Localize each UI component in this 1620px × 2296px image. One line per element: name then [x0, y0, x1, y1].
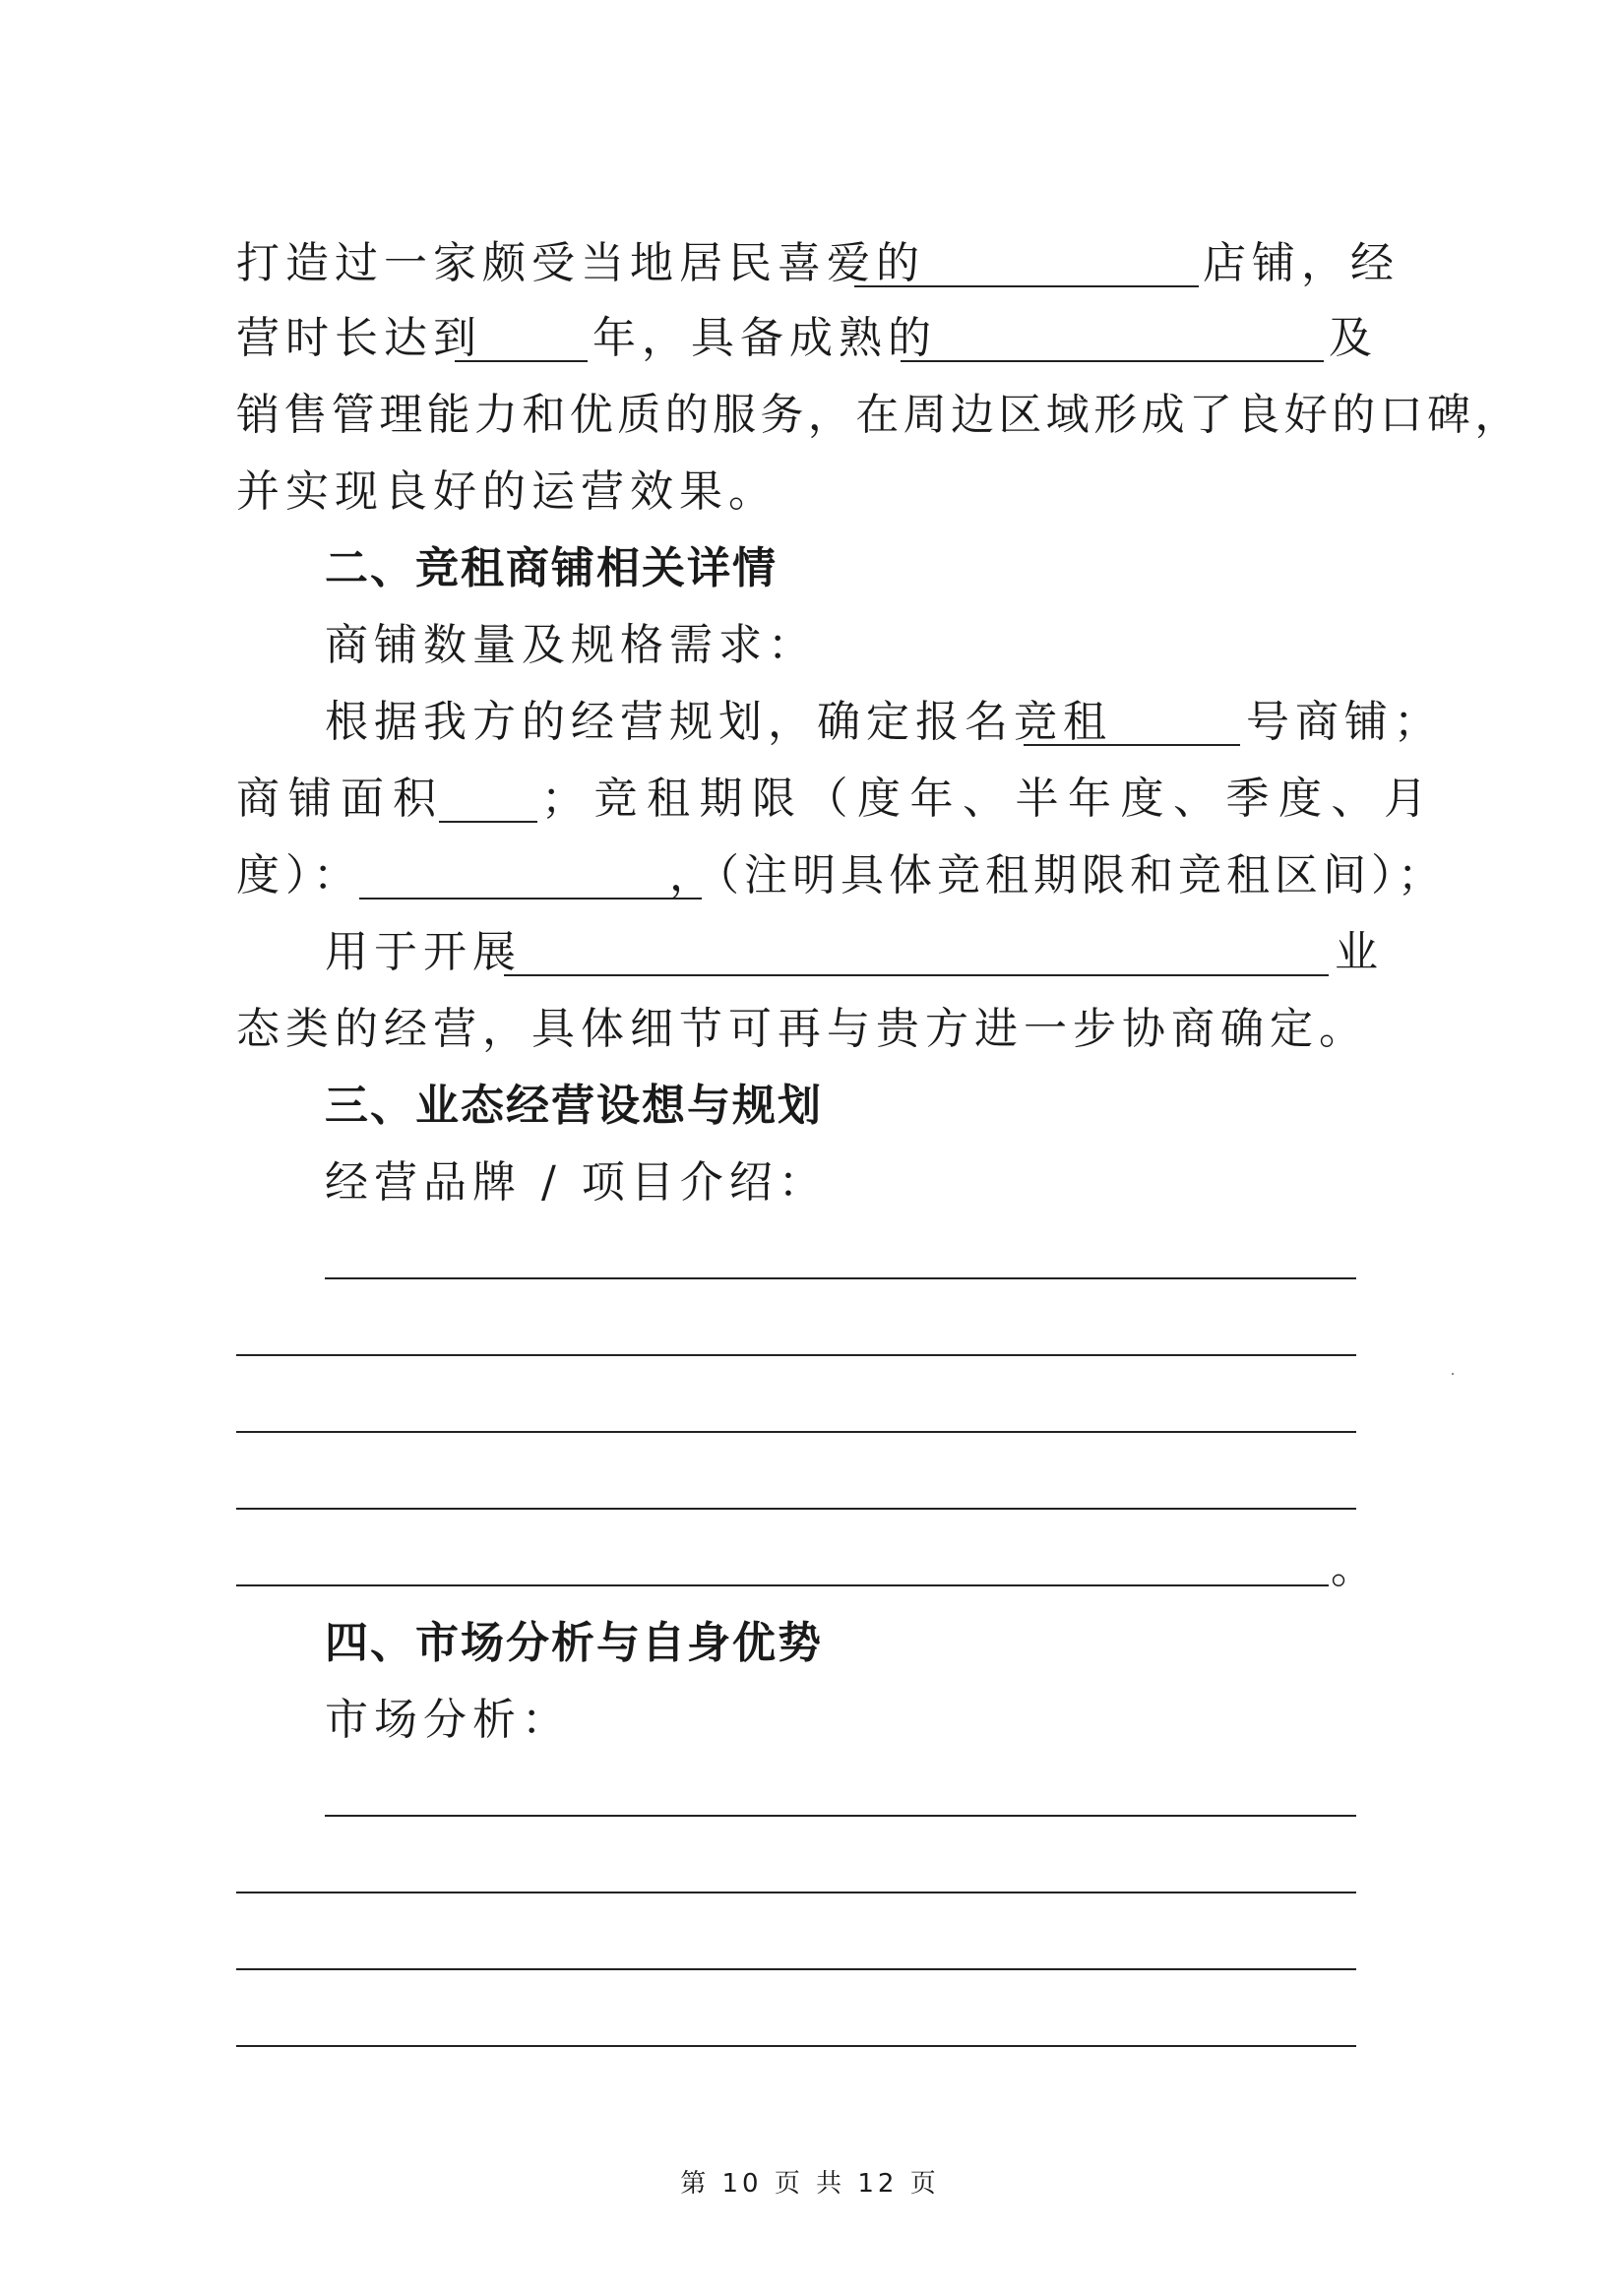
section3-heading: 三、业态经营设想与规划	[325, 1081, 823, 1131]
p1-line2-start: 营时长达到	[236, 313, 482, 363]
shop-area-blank[interactable]	[439, 821, 537, 823]
s2-line3-start: 度）：	[236, 850, 362, 900]
scan-speck	[1452, 1373, 1454, 1375]
section4-heading: 四、市场分析与自身优势	[325, 1618, 823, 1668]
s2-line4-end: 业	[1335, 927, 1384, 977]
s2-line1-end: 号商铺；	[1246, 697, 1443, 747]
s2-line3-end: ，（注明具体竞租期限和竞租区间）；	[669, 850, 1446, 900]
years-blank[interactable]	[455, 360, 588, 362]
shop-type-blank[interactable]	[854, 285, 1199, 287]
s2-line2-end: ；竞租期限（度年、半年度、季度、月	[541, 774, 1437, 824]
market-analysis-line-1[interactable]	[325, 1815, 1356, 1817]
brand-intro-line-3[interactable]	[236, 1431, 1356, 1433]
brand-intro-line-5[interactable]	[236, 1584, 1329, 1586]
p1-line1-start: 打造过一家颇受当地居民喜爱的	[236, 238, 925, 288]
section4-subheading: 市场分析：	[325, 1695, 571, 1745]
p1-line2-end: 及	[1329, 313, 1378, 363]
business-type-blank[interactable]	[504, 974, 1329, 976]
capability-blank[interactable]	[901, 360, 1324, 362]
brand-intro-line-2[interactable]	[236, 1354, 1356, 1356]
s2-line5: 态类的经营，具体细节可再与贵方进一步协商确定。	[236, 1004, 1368, 1054]
market-analysis-line-3[interactable]	[236, 1968, 1356, 1970]
brand-intro-line-4[interactable]	[236, 1508, 1356, 1510]
lease-term-blank[interactable]	[359, 898, 702, 900]
section3-end-mark: 。	[1331, 1543, 1380, 1593]
page-number: 第 10 页 共 12 页	[680, 2169, 940, 2199]
section2-heading: 二、竞租商铺相关详情	[325, 543, 778, 593]
s2-line4-start: 用于开展	[325, 927, 522, 977]
s2-line1-start: 根据我方的经营规划，确定报名竞租	[325, 697, 1112, 747]
market-analysis-line-2[interactable]	[236, 1892, 1356, 1893]
p1-line4: 并实现良好的运营效果。	[236, 466, 778, 517]
brand-intro-line-1[interactable]	[325, 1277, 1356, 1279]
p1-line1-end: 店铺，经	[1203, 238, 1400, 288]
section3-subheading: 经营品牌 / 项目介绍：	[325, 1157, 828, 1208]
section2-subheading: 商铺数量及规格需求：	[325, 620, 817, 670]
p1-line3: 销售管理能力和优质的服务，在周边区域形成了良好的口碑，	[236, 390, 1523, 440]
shop-number-blank[interactable]	[1024, 744, 1240, 746]
s2-line2-start: 商铺面积	[236, 774, 445, 824]
p1-line2-mid: 年，具备成熟的	[592, 313, 937, 363]
market-analysis-line-4[interactable]	[236, 2045, 1356, 2047]
